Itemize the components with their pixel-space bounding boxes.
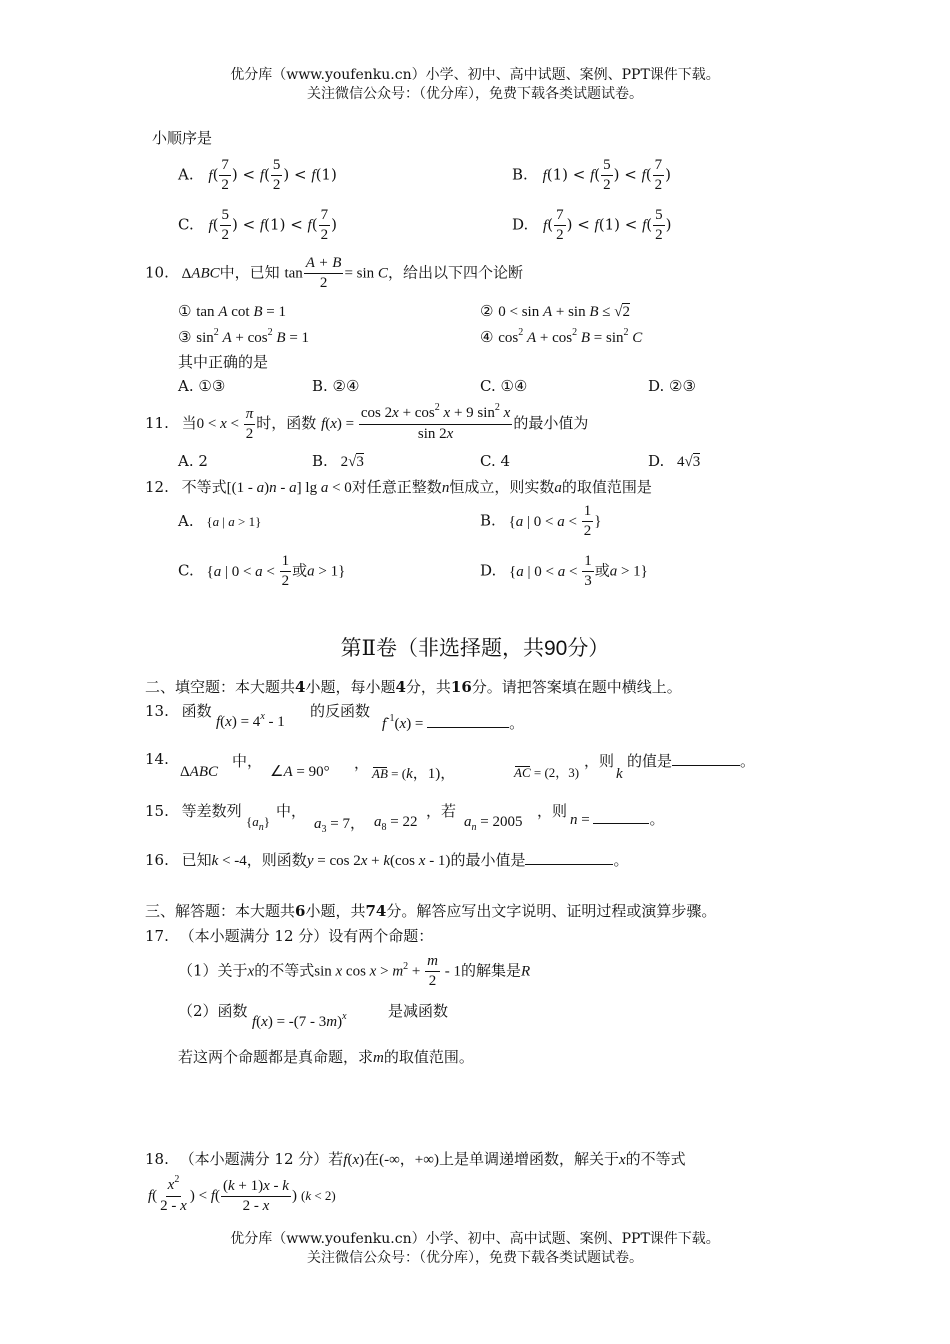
q11-option-d: D. 4√3: [648, 452, 701, 470]
q10-statement-4: ④ $\cos^2 A + \cos^2 B = \sin^2 C$: [480, 327, 643, 346]
q15-lead: 15. 等差数列: [145, 802, 242, 820]
q15-an: $a_n = 2005$: [464, 814, 523, 833]
q14-angle: ∠A = 90°: [270, 764, 330, 780]
q10-stem: 10. ΔABC中，已知 tan $\frac{A + B}{2}$ = sin C，给出以下四个论断: [145, 255, 523, 291]
q13-mid: 的反函数: [310, 702, 371, 720]
q16: 16. 已知k < -4，则函数y = cos 2x + k(cos x - 1)的最小值是 。: [145, 851, 629, 869]
q16-answer-blank[interactable]: [525, 850, 613, 865]
q10-option-d: D. ②③: [648, 377, 696, 395]
q15-n: n = 。: [570, 810, 665, 828]
q14-tail: ，则: [584, 752, 615, 770]
q10-statement-2: ② 0 < sin A + sin B ≤ √2: [480, 302, 630, 320]
q14-vectors: ，: [354, 756, 370, 772]
q15-seq: $\{a_n\}$: [246, 814, 270, 833]
q13: 13. 函数: [145, 702, 212, 720]
q18-stem: 18. （本小题满分 12 分）若f(x)在(-∞，+∞)上是单调递增函数，解关于x的不等式: [145, 1150, 686, 1168]
q15-a8: $a_8 = 22$: [374, 814, 418, 833]
q12-option-c: C. {a | 0 < a < $\frac{1}{2}$ 或a > 1}: [178, 553, 346, 589]
q10-option-a: A. ①③: [178, 377, 226, 395]
q10-which: 其中正确的是: [178, 353, 269, 371]
q12-option-a: A. {a | a > 1}: [178, 512, 262, 530]
q9-option-d: D. f( $\frac{7}{2}$ ) < f(1) < f( $\frac{5}{2}$ ): [512, 207, 672, 243]
q15-a3: $a_3 = 7$，: [314, 816, 365, 835]
q17-proposition-2-function: f(x) = -(7 - 3m)$^x$: [252, 1011, 347, 1030]
q11-option-a: A. 2: [178, 452, 208, 470]
q17-stem: 17. （本小题满分 12 分）设有两个命题：: [145, 927, 434, 945]
footer-line-1: 优分库（www.youfenku.cn）小学、初中、高中试题、案例、PPT课件下载。: [230, 1231, 720, 1247]
q17-conclusion: 若这两个命题都是真命题，求m的取值范围。: [178, 1048, 474, 1066]
q14-vector-ab: AB = (k，1)，: [372, 766, 456, 782]
section-3-instructions: 三、解答题：本大题共6小题，共74分。解答应写出文字说明、证明过程或演算步骤。: [145, 902, 717, 920]
q12-option-b: B. {a | 0 < a < $\frac{1}{2}$ }: [480, 503, 602, 539]
q17-proposition-2-label: （2）函数: [178, 1002, 248, 1020]
q14-vector-ac: AC = (2，3): [514, 765, 580, 780]
q13-inverse: $f^{-1}(x)$ = 。: [382, 713, 525, 732]
q12-option-d: D. {a | 0 < a < $\frac{1}{3}$ 或a > 1}: [480, 553, 648, 589]
q10-option-c: C. ①④: [480, 377, 528, 395]
q9-d-label: D.: [512, 215, 529, 234]
section-2-instructions: 二、填空题：本大题共4小题，每小题4分，共16分。请把答案填在题中横线上。: [145, 678, 682, 696]
q17-proposition-1: （1）关于x的不等式sin x $\cos x > m^2$ + $\frac{m}{2}$ - 1的解集是R: [178, 953, 531, 989]
q13-function: $f(x) = 4^x - 1$: [216, 711, 285, 730]
q18-inequality: f( $\frac{x^2}{2 - x}$ ) < f( $\frac{(k + 1)x - k}{2 - x}$ ) (k < 2): [148, 1174, 336, 1214]
section-2-title: 第Ⅱ卷（非选择题，共90分）: [340, 636, 610, 660]
q9-option-c: C. f( $\frac{5}{2}$ ) < f(1) < f( $\frac{7}{2}$ ): [178, 207, 337, 243]
q11-stem: 11. 当0 < x < $\frac{\pi}{2}$ 时，函数 f(x) = $\frac{\cos 2x + \cos^2 x + 9 \sin^2 x}{\sin 2x}$ 的最小值为: [145, 402, 589, 442]
q12-stem: 12. 不等式[(1 - a)n - a] lg a < 0对任意正整数n恒成立，则实数a的取值范围是: [145, 478, 652, 496]
q14-k: k: [616, 766, 623, 782]
q14-answer-blank[interactable]: [672, 751, 740, 766]
q10-statement-3: ③ $\sin^2 A + \cos^2 B = 1$: [178, 327, 310, 346]
q9-tail: 小顺序是: [152, 129, 213, 147]
q10-option-b: B. ②④: [312, 377, 360, 395]
q14-triangle: ΔABC: [180, 764, 218, 780]
footer-line-2: 关注微信公众号：（优分库），免费下载各类试题试卷。: [307, 1250, 643, 1266]
q10-statement-1: ① tan A cot B = 1: [178, 302, 286, 320]
q11-option-b: B. 2√3: [312, 452, 364, 470]
q11-option-c: C. 4: [480, 452, 511, 470]
q9-b-label: B.: [512, 165, 528, 184]
q9-a-label: A.: [178, 165, 194, 184]
header-line-1: 优分库（www.youfenku.cn）小学、初中、高中试题、案例、PPT课件下载。: [230, 67, 720, 83]
q14-mid: 中，: [232, 752, 263, 770]
q9-c-label: C.: [178, 215, 194, 234]
q14-tail2: 的值是 。: [627, 752, 756, 770]
q15-mid: 中，: [276, 802, 307, 820]
q17-proposition-2-tail: 是减函数: [388, 1002, 449, 1020]
q15-answer-blank[interactable]: [593, 809, 649, 824]
q9-option-a: A. f( $\frac{7}{2}$ ) < f( $\frac{5}{2}$ ) < f(1): [178, 157, 337, 193]
q15-mid2: ，若: [426, 802, 457, 820]
q9-option-b: B. f(1) < f( $\frac{5}{2}$ ) < f( $\frac{7}{2}$ ): [512, 157, 671, 193]
q13-answer-blank[interactable]: [427, 713, 509, 728]
q14-num: 14.: [145, 750, 169, 768]
q15-mid3: ，则: [537, 802, 568, 820]
header-line-2: 关注微信公众号：（优分库），免费下载各类试题试卷。: [307, 86, 643, 102]
